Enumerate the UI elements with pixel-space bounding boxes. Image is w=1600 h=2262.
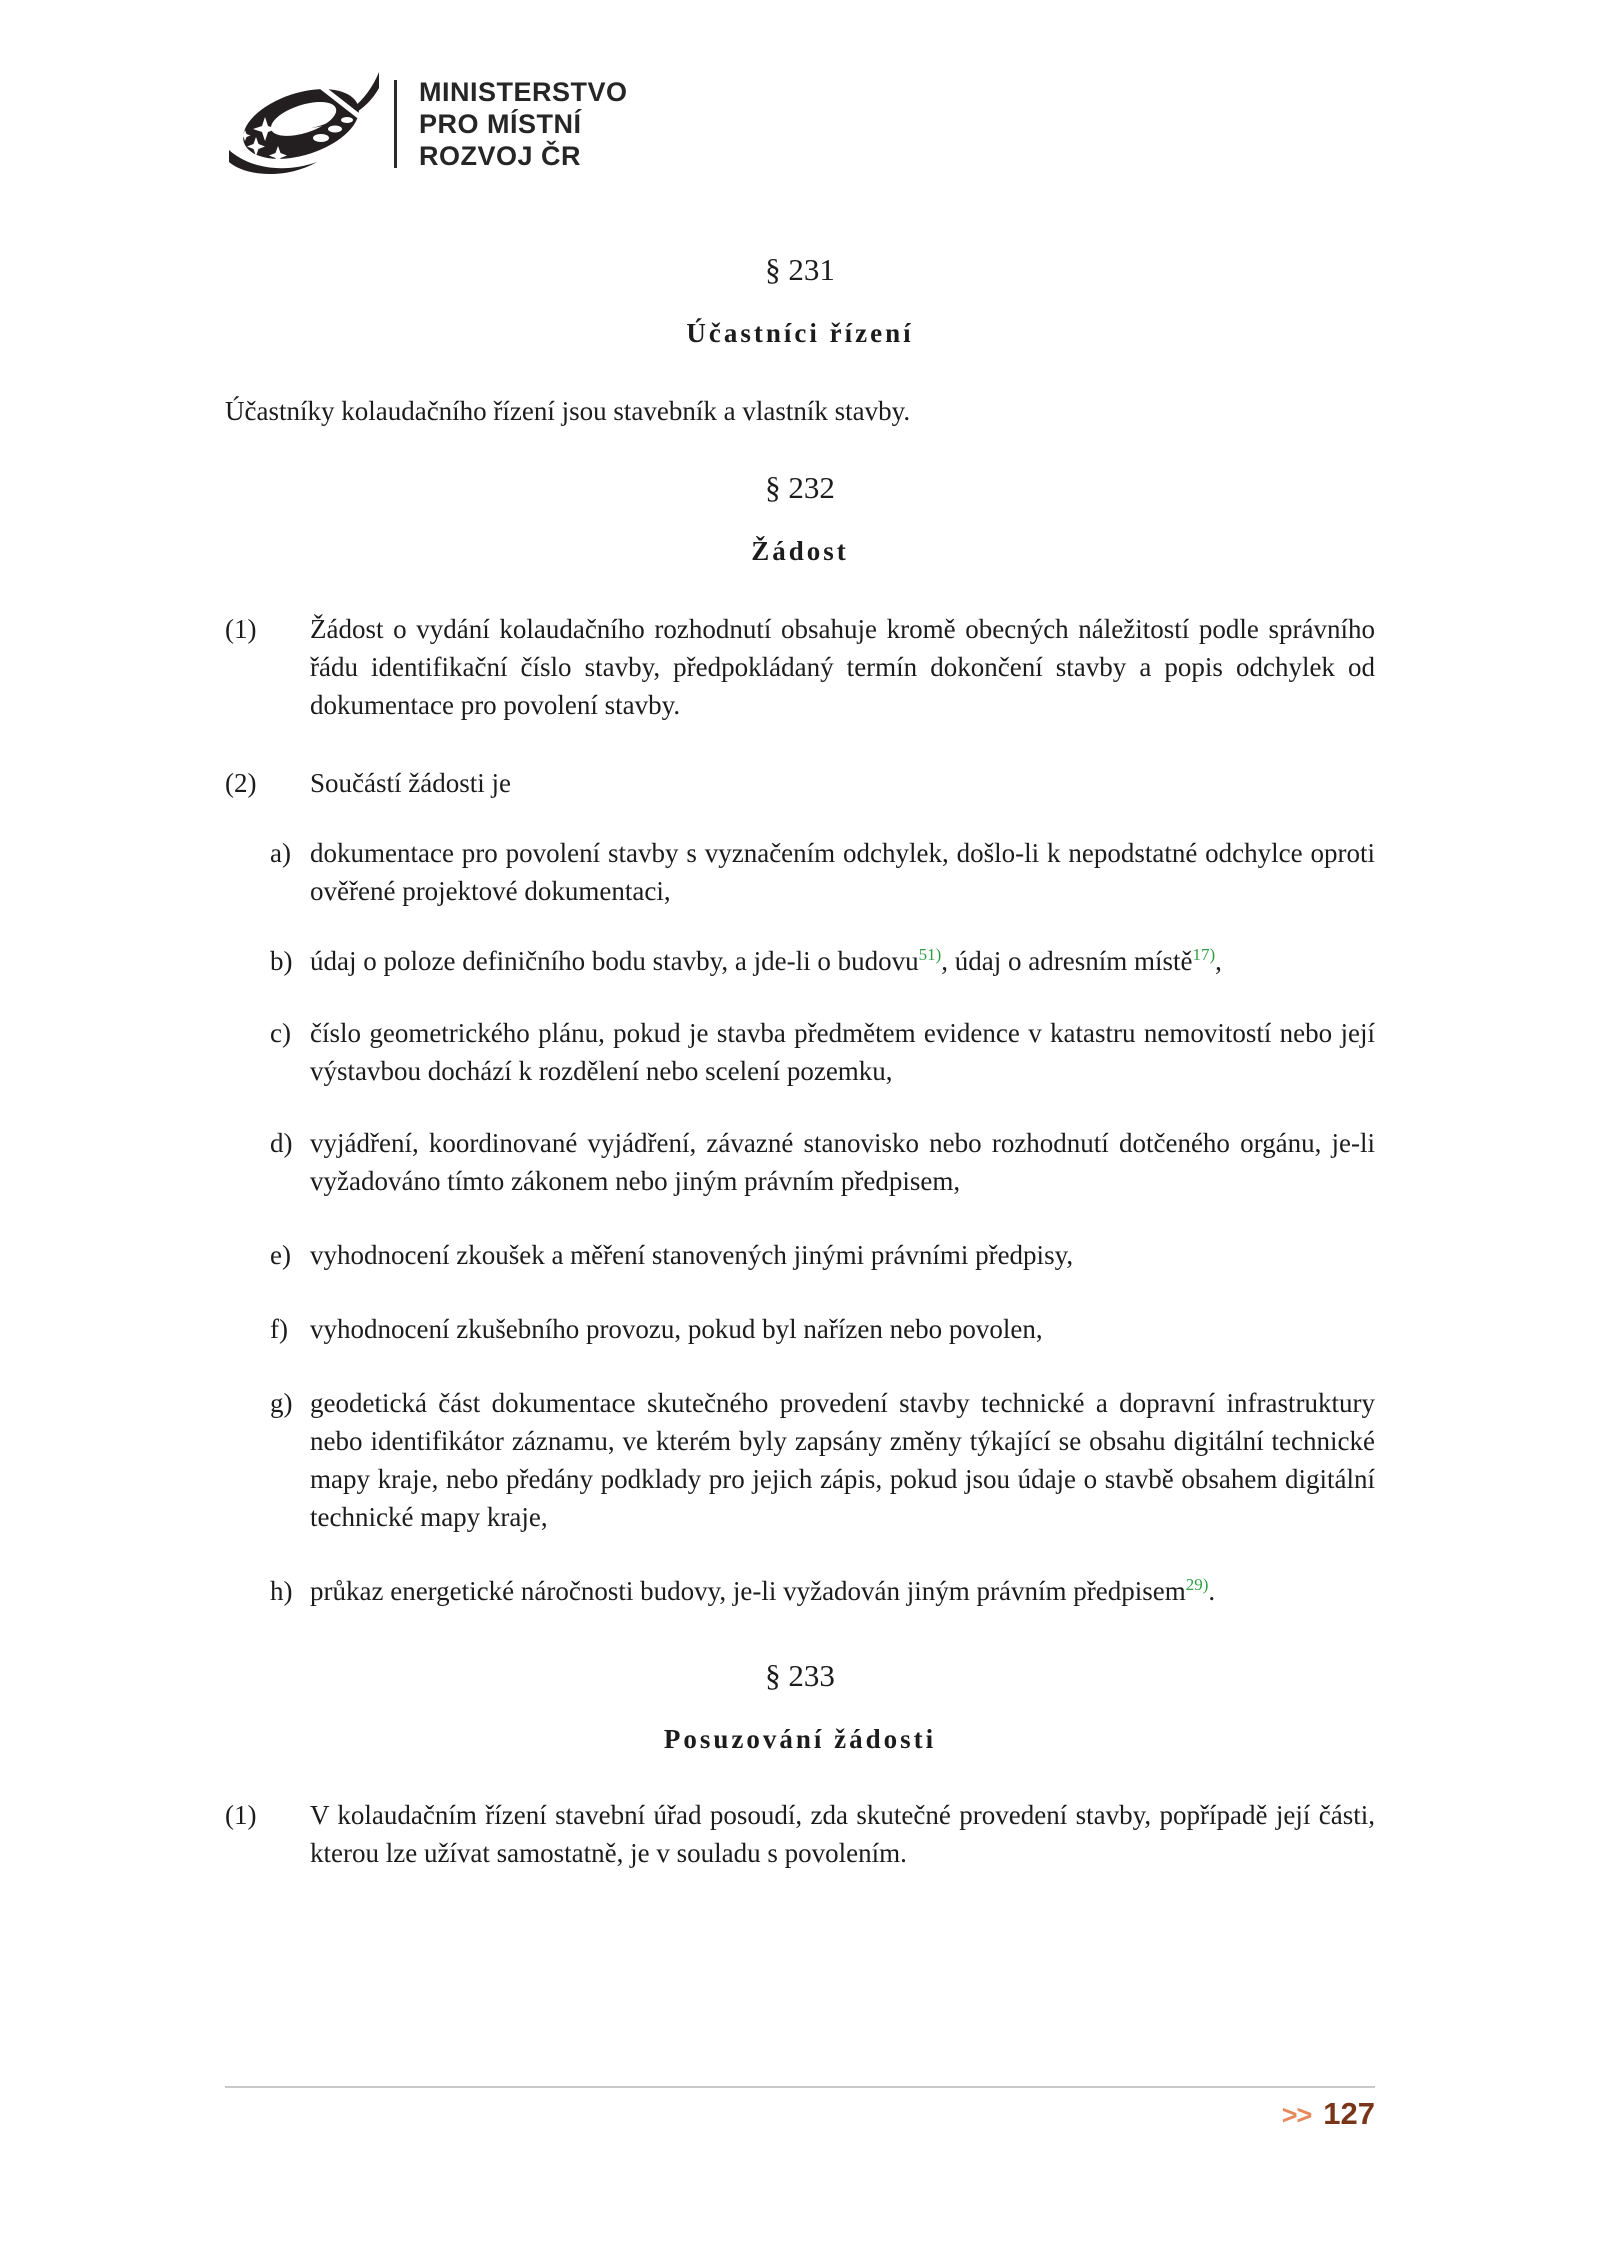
item-text-part: .	[1208, 1576, 1216, 1606]
list-item-g	[270, 1384, 1375, 1536]
section-232-number: § 232	[765, 470, 835, 505]
item-text: geodetická část dokumentace skutečného provedení stavby technické a dopravní infrastruktury nebo identifikátor záznamu, ve kterém byly zapsány změny týkající se obsahu digitální technické mapy kraje, nebo předány podklady pro jejich zápis, pokud jsou údaje o stavbě obsahem digitální technické mapy kraje,	[310, 1388, 1375, 1532]
item-marker: g)	[270, 1388, 293, 1418]
footnote-ref-17: 17)	[1192, 945, 1216, 964]
item-marker: a)	[270, 838, 291, 868]
section-232-title: Žádost	[751, 536, 849, 566]
page-number: 127	[1323, 2096, 1375, 2131]
item-text	[310, 942, 1375, 980]
item-text-part: ,	[1215, 946, 1222, 976]
item-marker: d)	[270, 1128, 293, 1158]
section-233-title: Posuzování žádosti	[663, 1724, 937, 1754]
section-231-title: Účastníci řízení	[686, 318, 914, 348]
paragraph-232-1	[225, 610, 1375, 724]
list-item-f	[270, 1310, 1375, 1348]
list-item-h	[270, 1572, 1375, 1610]
paragraph-232-2	[225, 764, 1375, 802]
list-item-b	[270, 942, 1375, 980]
item-text: vyjádření, koordinované vyjádření, závazné stanovisko nebo rozhodnutí dotčeného orgánu, je-li vyžadováno tímto zákonem nebo jiným právním předpisem,	[310, 1128, 1375, 1196]
item-marker: b)	[270, 946, 293, 976]
page-footer	[225, 2086, 1375, 2132]
section-231-paragraph: Účastníky kolaudačního řízení jsou stavebník a vlastník stavby.	[225, 396, 911, 426]
page-number-block	[225, 2088, 1375, 2132]
section-231-number: § 231	[765, 252, 835, 287]
item-marker: f)	[270, 1314, 288, 1344]
paragraph-text: V kolaudačním řízení stavební úřad posoudí, zda skutečné provedení stavby, popřípadě její části, kterou lze užívat samostatně, je v souladu s povolením.	[310, 1800, 1375, 1868]
document-body	[225, 0, 1375, 1872]
item-text-part: průkaz energetické náročnosti budovy, je-li vyžadován jiným právním předpisem	[310, 1576, 1186, 1606]
footnote-ref-29: 29)	[1185, 1575, 1209, 1594]
list-item-c	[270, 1014, 1375, 1090]
paragraph-text: Žádost o vydání kolaudačního rozhodnutí obsahuje kromě obecných náležitostí podle správního řádu identifikační číslo stavby, předpokládaný termín dokončení stavby a popis odchylek od dokumentace pro povolení stavby.	[310, 614, 1375, 720]
item-marker: c)	[270, 1018, 291, 1048]
footnote-ref-51: 51)	[918, 945, 942, 964]
item-text	[310, 1572, 1375, 1610]
chevrons-icon: >>	[1281, 2100, 1312, 2130]
list-item-d	[270, 1124, 1375, 1200]
item-text-part: , údaj o adresním místě	[941, 946, 1193, 976]
logo-line-2: PRO MÍSTNÍ	[419, 109, 582, 139]
item-text: vyhodnocení zkušebního provozu, pokud byl nařízen nebo povolen,	[310, 1314, 1043, 1344]
list-item-a	[270, 834, 1375, 910]
logo-line-3: ROZVOJ ČR	[419, 141, 582, 171]
item-text: číslo geometrického plánu, pokud je stavba předmětem evidence v katastru nemovitostí nebo její výstavbou dochází k rozdělení nebo scelení pozemku,	[310, 1018, 1375, 1086]
item-marker: h)	[270, 1576, 293, 1606]
paragraph-marker: (1)	[225, 614, 257, 644]
paragraph-text: Součástí žádosti je	[310, 768, 511, 798]
item-text-part: údaj o poloze definičního bodu stavby, a jde-li o budovu	[310, 946, 919, 976]
paragraph-marker: (1)	[225, 1800, 257, 1830]
item-text: dokumentace pro povolení stavby s vyznačením odchylek, došlo-li k nepodstatné odchylce oproti ověřené projektové dokumentaci,	[310, 838, 1375, 906]
logo-line-1: MINISTERSTVO	[419, 77, 628, 107]
list-item-e	[270, 1236, 1375, 1274]
item-text: vyhodnocení zkoušek a měření stanovených jinými právními předpisy,	[310, 1240, 1074, 1270]
item-marker: e)	[270, 1240, 291, 1270]
paragraph-233-1	[225, 1796, 1375, 1872]
section-233-number: § 233	[765, 1658, 835, 1693]
paragraph-marker: (2)	[225, 768, 257, 798]
